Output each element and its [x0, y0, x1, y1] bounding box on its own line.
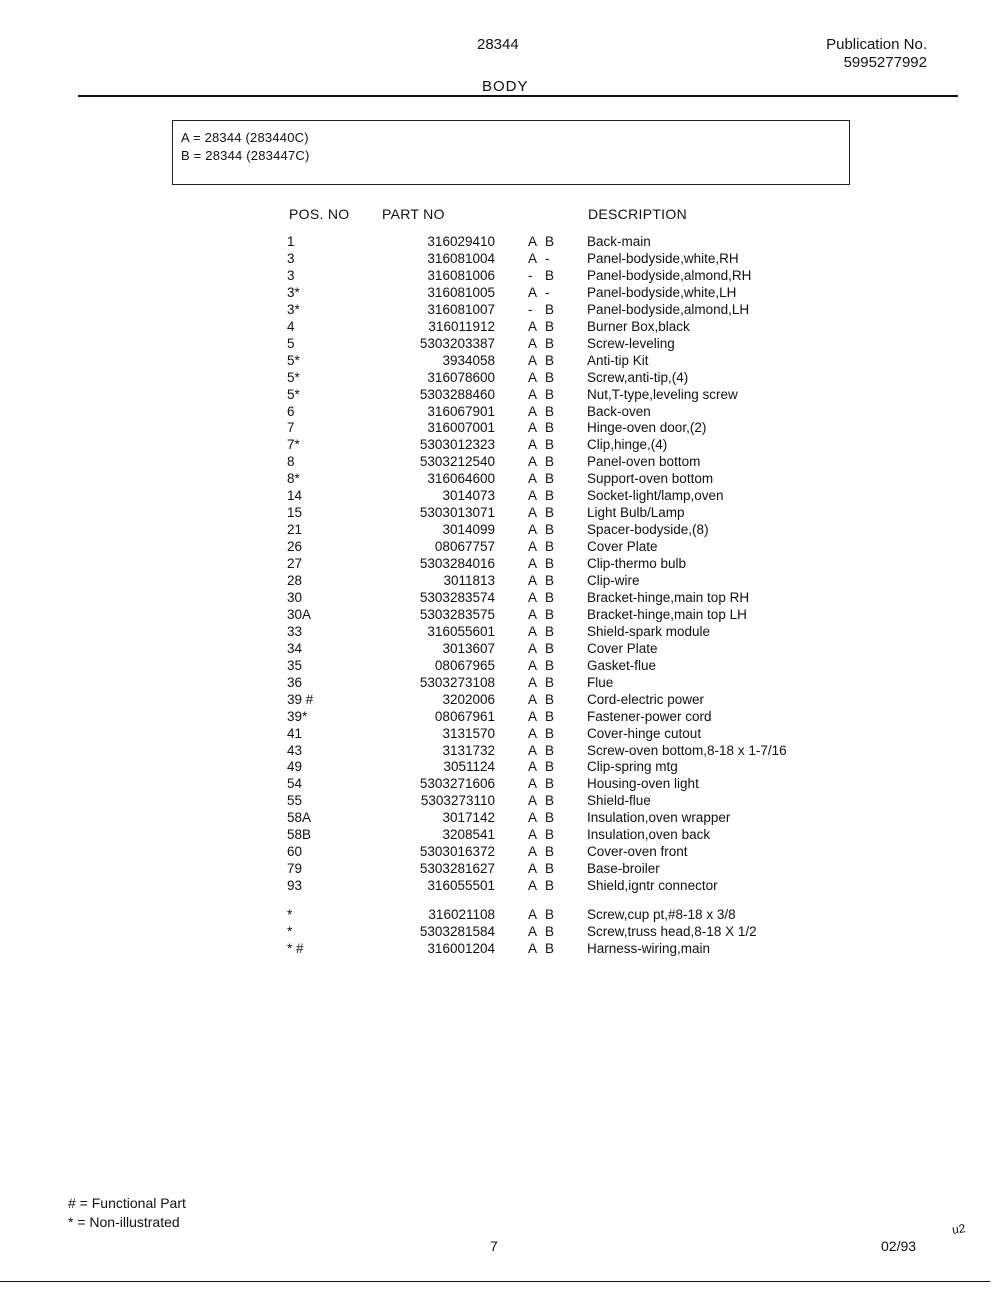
header-rule	[78, 95, 958, 97]
description-cell: Clip-thermo bulb	[587, 556, 687, 572]
model-b-flag: B	[545, 318, 555, 334]
table-row	[0, 940, 1000, 957]
model-legend-box	[172, 120, 850, 185]
model-b-flag: B	[545, 844, 555, 860]
model-b-flag: B	[545, 589, 555, 605]
pos-no-cell: 36	[287, 674, 303, 690]
table-row	[0, 504, 1000, 521]
model-a-flag: A	[528, 471, 538, 487]
table-row	[0, 691, 1000, 708]
table-row	[0, 386, 1000, 403]
pos-no-cell: 14	[287, 488, 303, 504]
model-b-flag: B	[545, 420, 555, 436]
model-b-flag: B	[545, 403, 555, 419]
table-row	[0, 555, 1000, 572]
pos-no-cell: 1	[287, 234, 295, 249]
model-a-flag: A	[528, 907, 538, 923]
table-row	[0, 284, 1000, 301]
model-b-flag: B	[545, 488, 555, 504]
description-cell: Back-main	[587, 234, 651, 249]
description-cell: Panel-bodyside,almond,LH	[587, 301, 750, 317]
pos-no-cell: 43	[287, 742, 303, 758]
description-cell: Bracket-hinge,main top RH	[587, 589, 750, 605]
pos-no-cell: 7	[287, 420, 295, 436]
model-b-flag: B	[545, 352, 555, 368]
pos-no-cell: *	[287, 907, 293, 923]
part-no-cell: 3131732	[442, 742, 495, 758]
model-b-flag: B	[545, 776, 555, 792]
model-a-flag: A	[528, 827, 538, 843]
pos-no-cell: 33	[287, 623, 303, 639]
pos-no-cell: *	[287, 924, 293, 939]
model-b-flag: B	[545, 708, 555, 724]
description-cell: Insulation,oven wrapper	[587, 810, 731, 826]
pos-no-cell: 15	[287, 505, 303, 521]
pos-no-cell: 8*	[287, 471, 300, 487]
part-no-cell: 316011912	[428, 318, 495, 334]
description-cell: Fastener-power cord	[587, 708, 712, 724]
description-cell: Shield,igntr connector	[587, 878, 718, 894]
pos-no-cell: 34	[287, 640, 303, 656]
table-row	[0, 487, 1000, 504]
part-no-cell: 5303281627	[419, 861, 495, 877]
model-b-flag: B	[545, 573, 555, 588]
part-no-cell: 3202006	[442, 691, 495, 707]
table-row	[0, 453, 1000, 470]
table-row	[0, 267, 1000, 284]
part-no-cell: 5303013071	[419, 505, 495, 521]
model-b-flag: B	[545, 369, 555, 385]
part-no-cell: 3017142	[442, 810, 495, 826]
table-row	[0, 657, 1000, 674]
model-a-flag: A	[528, 539, 538, 555]
table-row	[0, 352, 1000, 369]
pos-no-cell: 7*	[287, 437, 300, 453]
description-cell: Burner Box,black	[587, 318, 690, 334]
description-cell: Spacer-bodyside,(8)	[587, 522, 709, 538]
legend-line-a: A = 28344 (283440C)	[181, 130, 309, 145]
model-b-flag: B	[545, 640, 555, 656]
model-a-flag: A	[528, 878, 538, 894]
section-title: BODY	[482, 78, 529, 95]
model-a-flag: A	[528, 556, 538, 572]
description-cell: Panel-bodyside,white,LH	[587, 284, 737, 300]
description-cell: Support-oven bottom	[587, 471, 714, 487]
part-no-cell: 316001204	[427, 940, 495, 956]
pos-no-cell: 54	[287, 776, 303, 792]
model-a-flag: A	[528, 725, 538, 741]
pos-no-cell: 58A	[287, 810, 312, 826]
description-cell: Anti-tip Kit	[587, 352, 649, 368]
table-row	[0, 436, 1000, 453]
table-row	[0, 826, 1000, 843]
model-b-flag: -	[545, 250, 550, 266]
description-cell: Socket-light/lamp,oven	[587, 488, 724, 504]
model-b-flag: B	[545, 674, 555, 690]
model-b-flag: B	[545, 234, 555, 249]
model-a-flag: A	[528, 573, 538, 588]
part-no-cell: 316021108	[428, 907, 495, 923]
model-b-flag: B	[545, 301, 555, 317]
part-no-cell: 316081005	[427, 284, 495, 300]
part-no-cell: 316055601	[427, 623, 495, 639]
table-row	[0, 742, 1000, 759]
pos-no-cell: 3	[287, 267, 295, 283]
table-row	[0, 335, 1000, 352]
description-cell: Screw-leveling	[587, 335, 675, 351]
description-cell: Cord-electric power	[587, 691, 705, 707]
page-number: 7	[490, 1238, 498, 1254]
model-b-flag: -	[545, 284, 550, 300]
description-cell: Panel-oven bottom	[587, 454, 701, 470]
table-row	[0, 301, 1000, 318]
table-row	[0, 419, 1000, 436]
model-b-flag: B	[545, 623, 555, 639]
model-a-flag: A	[528, 691, 538, 707]
model-number: 28344	[477, 36, 519, 53]
part-no-cell: 5303273108	[419, 674, 495, 690]
description-cell: Bracket-hinge,main top LH	[587, 606, 747, 622]
model-b-flag: B	[545, 522, 555, 538]
model-a-flag: A	[528, 708, 538, 724]
model-a-flag: A	[528, 437, 538, 453]
model-a-flag: A	[528, 522, 538, 538]
pos-no-cell: 35	[287, 657, 303, 673]
pos-no-cell: 79	[287, 861, 303, 877]
part-no-cell: 3131570	[442, 725, 495, 741]
pos-no-cell: 5*	[287, 352, 300, 368]
part-no-cell: 08067757	[434, 539, 495, 555]
table-row	[0, 708, 1000, 725]
pos-no-cell: 6	[287, 403, 295, 419]
table-row	[0, 792, 1000, 809]
part-no-cell: 316081004	[427, 250, 495, 266]
model-a-flag: A	[528, 759, 538, 775]
table-row	[0, 538, 1000, 555]
pos-no-cell: 55	[287, 793, 303, 809]
description-cell: Insulation,oven back	[587, 827, 711, 843]
model-a-flag: A	[528, 606, 538, 622]
model-a-flag: A	[528, 844, 538, 860]
revision-date: 02/93	[881, 1238, 917, 1254]
legend-line-b: B = 28344 (283447C)	[181, 148, 310, 163]
pos-no-cell: 30A	[287, 606, 312, 622]
description-cell: Housing-oven light	[587, 776, 699, 792]
table-row	[0, 640, 1000, 657]
pos-no-cell: 4	[287, 318, 295, 334]
part-no-cell: 5303212540	[419, 454, 495, 470]
model-a-flag: A	[528, 924, 538, 939]
model-a-flag: A	[528, 234, 538, 249]
table-row	[0, 860, 1000, 877]
model-a-flag: A	[528, 640, 538, 656]
part-no-cell: 5303281584	[419, 924, 495, 939]
model-a-flag: A	[528, 403, 538, 419]
pos-no-cell: 3*	[287, 301, 300, 317]
pos-no-cell: 28	[287, 573, 303, 588]
description-cell: Screw,anti-tip,(4)	[587, 369, 689, 385]
description-cell: Clip-wire	[587, 573, 640, 588]
description-cell: Panel-bodyside,white,RH	[587, 250, 739, 266]
description-cell: Shield-spark module	[587, 623, 711, 639]
model-a-flag: -	[528, 267, 533, 283]
model-a-flag: -	[528, 301, 533, 317]
model-a-flag: A	[528, 454, 538, 470]
table-row	[0, 906, 1000, 923]
description-cell: Clip-spring mtg	[587, 759, 678, 775]
model-b-flag: B	[545, 606, 555, 622]
pos-no-cell: 5	[287, 335, 295, 351]
pos-no-cell: 41	[287, 725, 303, 741]
model-b-flag: B	[545, 471, 555, 487]
pos-no-heading: POS. NO	[289, 206, 350, 222]
description-cell: Screw,truss head,8-18 X 1/2	[587, 924, 757, 939]
publication-number: 5995277992	[843, 54, 927, 71]
part-no-cell: 316029410	[427, 234, 495, 249]
description-cell: Back-oven	[587, 403, 651, 419]
model-a-flag: A	[528, 284, 538, 300]
publication-label: Publication No.	[826, 36, 927, 53]
model-a-flag: A	[528, 386, 538, 402]
pos-no-cell: 39 #	[287, 691, 314, 707]
part-no-cell: 316055501	[427, 878, 495, 894]
table-row	[0, 318, 1000, 335]
table-row	[0, 843, 1000, 860]
model-b-flag: B	[545, 437, 555, 453]
table-row	[0, 623, 1000, 640]
model-b-flag: B	[545, 759, 555, 775]
description-cell: Gasket-flue	[587, 657, 657, 673]
model-a-flag: A	[528, 742, 538, 758]
model-a-flag: A	[528, 488, 538, 504]
model-a-flag: A	[528, 369, 538, 385]
description-cell: Screw-oven bottom,8-18 x 1-7/16	[587, 742, 787, 758]
description-cell: Hinge-oven door,(2)	[587, 420, 707, 436]
table-row	[0, 809, 1000, 826]
pos-no-cell: 58B	[287, 827, 312, 843]
table-row	[0, 572, 1000, 589]
model-b-flag: B	[545, 267, 555, 283]
part-no-cell: 316081007	[427, 301, 495, 317]
description-cell: Light Bulb/Lamp	[587, 505, 685, 521]
pos-no-cell: 39*	[287, 708, 308, 724]
model-b-flag: B	[545, 539, 555, 555]
part-no-cell: 3013607	[442, 640, 495, 656]
model-a-flag: A	[528, 674, 538, 690]
pos-no-cell: 27	[287, 556, 303, 572]
pos-no-cell: 93	[287, 878, 303, 894]
part-no-cell: 5303283575	[419, 606, 495, 622]
model-b-flag: B	[545, 505, 555, 521]
model-b-flag: B	[545, 827, 555, 843]
table-row	[0, 589, 1000, 606]
functional-part-note: # = Functional Part	[68, 1195, 186, 1211]
part-no-cell: 5303203387	[419, 335, 495, 351]
model-a-flag: A	[528, 505, 538, 521]
model-b-flag: B	[545, 657, 555, 673]
description-cell: Base-broiler	[587, 861, 660, 877]
table-row	[0, 521, 1000, 538]
table-row	[0, 674, 1000, 691]
part-no-cell: 5303012323	[419, 437, 495, 453]
model-a-flag: A	[528, 657, 538, 673]
part-no-cell: 3208541	[442, 827, 495, 843]
part-no-cell: 3934058	[442, 352, 495, 368]
table-row	[0, 758, 1000, 775]
description-cell: Panel-bodyside,almond,RH	[587, 267, 752, 283]
model-b-flag: B	[545, 742, 555, 758]
table-row	[0, 403, 1000, 420]
model-b-flag: B	[545, 691, 555, 707]
part-no-cell: 316078600	[427, 369, 495, 385]
part-no-cell: 5303016372	[419, 844, 495, 860]
description-cell: Screw,cup pt,#8-18 x 3/8	[587, 907, 736, 923]
pos-no-cell: 8	[287, 454, 295, 470]
table-row	[0, 250, 1000, 267]
model-a-flag: A	[528, 318, 538, 334]
table-row	[0, 775, 1000, 792]
description-cell: Harness-wiring,main	[587, 940, 711, 956]
footer-rule	[0, 1281, 990, 1282]
description-heading: DESCRIPTION	[588, 206, 687, 222]
description-cell: Flue	[587, 674, 614, 690]
part-no-cell: 5303284016	[419, 556, 495, 572]
pos-no-cell: 3	[287, 250, 295, 266]
part-no-cell: 08067961	[434, 708, 495, 724]
model-b-flag: B	[545, 454, 555, 470]
pos-no-cell: 30	[287, 589, 303, 605]
model-b-flag: B	[545, 810, 555, 826]
table-row	[0, 923, 1000, 940]
pos-no-cell: 60	[287, 844, 303, 860]
model-a-flag: A	[528, 623, 538, 639]
model-a-flag: A	[528, 250, 538, 266]
part-no-cell: 316064600	[427, 471, 495, 487]
model-a-flag: A	[528, 776, 538, 792]
model-b-flag: B	[545, 924, 555, 939]
part-no-cell: 5303273110	[420, 793, 495, 809]
part-no-cell: 3011813	[443, 573, 495, 588]
pos-no-cell: 21	[287, 522, 303, 538]
pos-no-cell: * #	[287, 940, 304, 956]
pos-no-cell: 26	[287, 539, 303, 555]
description-cell: Nut,T-type,leveling screw	[587, 386, 738, 402]
pos-no-cell: 49	[287, 759, 303, 775]
description-cell: Cover Plate	[587, 539, 658, 555]
model-b-flag: B	[545, 556, 555, 572]
description-cell: Cover Plate	[587, 640, 658, 656]
description-cell: Clip,hinge,(4)	[587, 437, 668, 453]
part-no-cell: 08067965	[434, 657, 495, 673]
description-cell: Cover-oven front	[587, 844, 688, 860]
table-row	[0, 369, 1000, 386]
part-no-cell: 316007001	[427, 420, 495, 436]
table-row	[0, 470, 1000, 487]
model-b-flag: B	[545, 335, 555, 351]
model-a-flag: A	[528, 589, 538, 605]
part-no-cell: 5303288460	[419, 386, 495, 402]
margin-handwritten-mark: u2	[951, 1221, 967, 1237]
table-row	[0, 725, 1000, 742]
model-b-flag: B	[545, 907, 555, 923]
model-a-flag: A	[528, 940, 538, 956]
description-cell: Cover-hinge cutout	[587, 725, 702, 741]
model-b-flag: B	[545, 940, 555, 956]
part-no-cell: 316081006	[427, 267, 495, 283]
model-a-flag: A	[528, 420, 538, 436]
part-no-cell: 5303271606	[419, 776, 495, 792]
pos-no-cell: 3*	[287, 284, 300, 300]
model-b-flag: B	[545, 725, 555, 741]
part-no-cell: 316067901	[427, 403, 495, 419]
table-row	[0, 606, 1000, 623]
model-a-flag: A	[528, 861, 538, 877]
model-b-flag: B	[545, 878, 555, 894]
table-row	[0, 877, 1000, 894]
table-row	[0, 233, 1000, 250]
model-a-flag: A	[528, 335, 538, 351]
part-no-cell: 3014073	[442, 488, 495, 504]
part-no-cell: 3014099	[442, 522, 495, 538]
model-a-flag: A	[528, 352, 538, 368]
part-no-cell: 5303283574	[419, 589, 495, 605]
pos-no-cell: 5*	[287, 386, 300, 402]
model-b-flag: B	[545, 386, 555, 402]
part-no-cell: 3051124	[443, 759, 495, 775]
model-a-flag: A	[528, 793, 538, 809]
model-b-flag: B	[545, 793, 555, 809]
model-a-flag: A	[528, 810, 538, 826]
model-b-flag: B	[545, 861, 555, 877]
pos-no-cell: 5*	[287, 369, 300, 385]
description-cell: Shield-flue	[587, 793, 651, 809]
part-no-heading: PART NO	[382, 206, 445, 222]
non-illustrated-note: * = Non-illustrated	[68, 1214, 180, 1230]
